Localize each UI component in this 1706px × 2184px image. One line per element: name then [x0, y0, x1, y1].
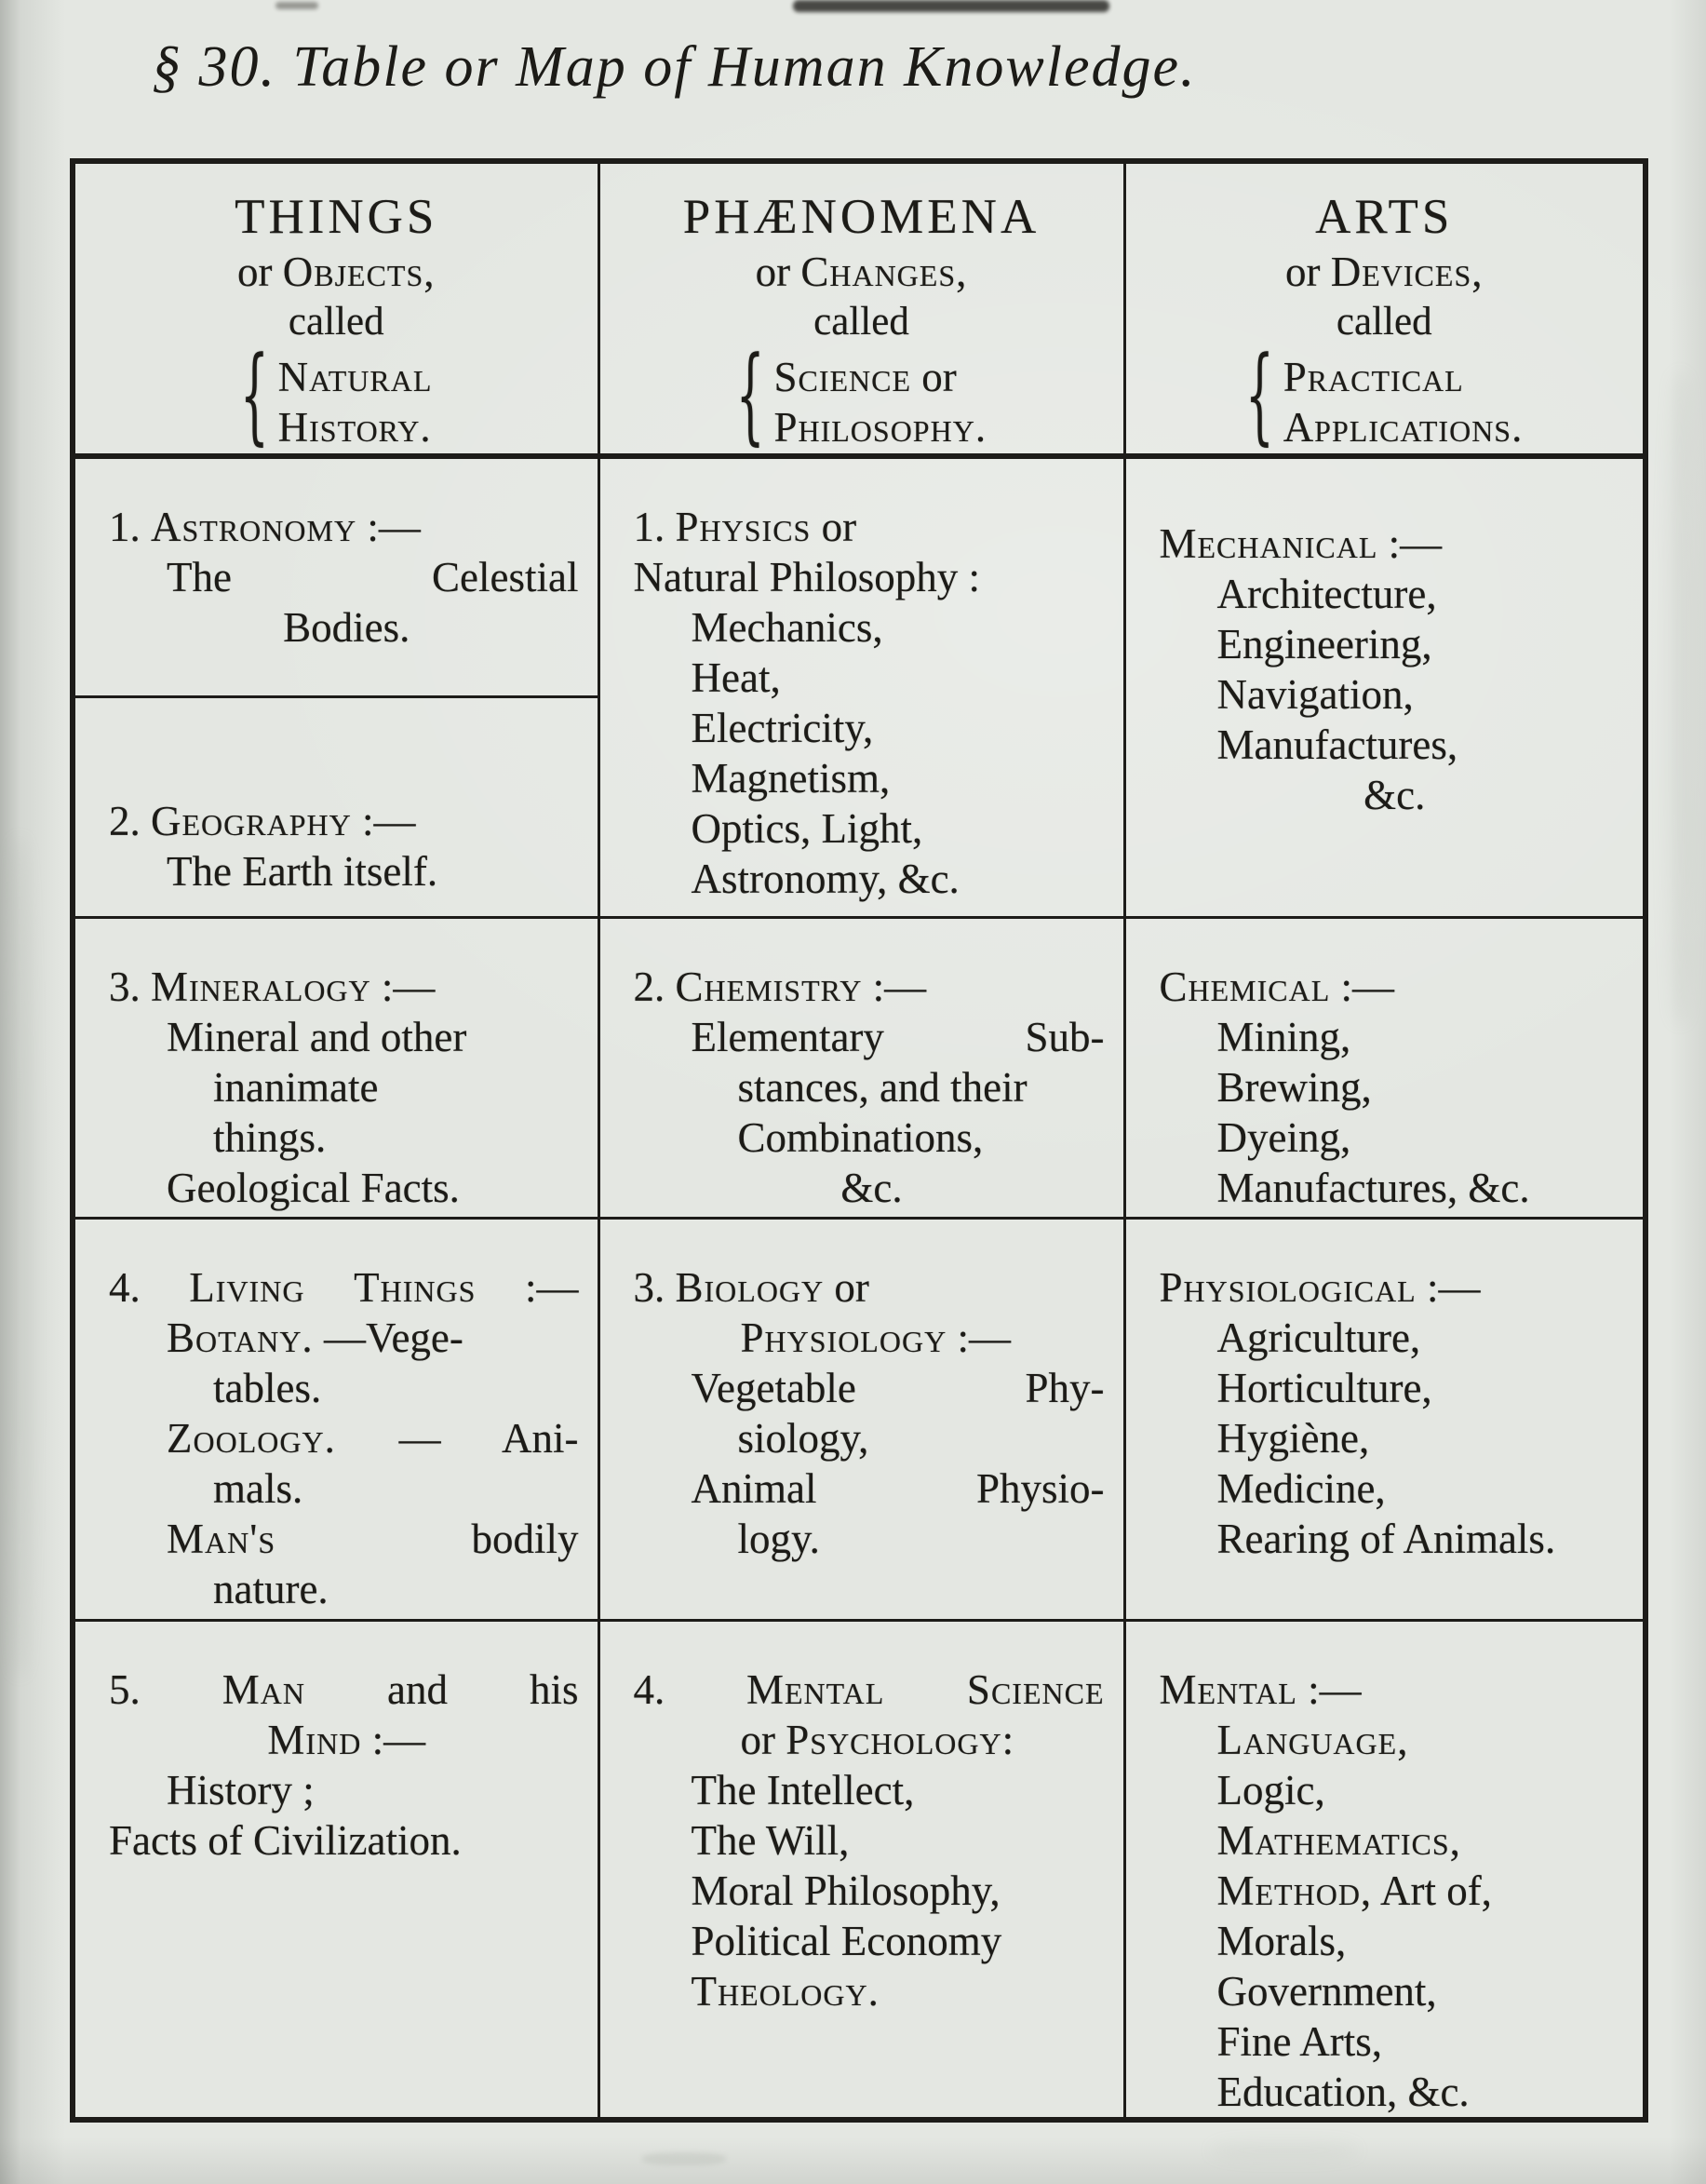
text-line: [109, 962, 584, 1012]
text-segment: Brewing,: [1216, 1063, 1372, 1111]
text-segment: or: [824, 1263, 869, 1311]
text-segment: or: [236, 249, 283, 295]
text-line: [278, 402, 433, 452]
text-segment: Fine Arts,: [1216, 2017, 1383, 2065]
text-line: [109, 552, 584, 602]
small-caps-text: Geography: [151, 797, 352, 844]
text-line: [109, 502, 584, 552]
scan-smudge-top: [793, 0, 1109, 12]
cell-astronomy: [73, 456, 598, 696]
small-caps-text: Mechanical: [1159, 520, 1378, 567]
text-line: [109, 1715, 584, 1765]
text-line: [1160, 1163, 1631, 1213]
small-caps-text: Man's: [167, 1515, 276, 1562]
brace-lines-phaenomena: [773, 352, 987, 452]
text-segment: :—: [351, 797, 416, 844]
small-caps-text: Mind: [267, 1716, 362, 1763]
small-caps-text: Physiological: [1159, 1263, 1417, 1311]
text-line: [109, 1363, 584, 1413]
text-line: [109, 1112, 584, 1163]
text-segment: inanimate: [213, 1063, 379, 1111]
text-line: [634, 502, 1110, 552]
text-segment: Vegetable Phy-: [691, 1364, 1105, 1411]
text-line: [1160, 770, 1631, 820]
scan-bleedthrough: [7, 838, 32, 1676]
header-brace-block-things: [85, 334, 588, 457]
text-line: [634, 1313, 1110, 1363]
text-segment: 2.: [109, 797, 151, 844]
scan-bleedthrough: [642, 2152, 726, 2165]
text-segment: Morals,: [1216, 1917, 1347, 1964]
text-line: [1283, 402, 1524, 452]
small-caps-text: Philosophy.: [773, 404, 987, 451]
text-line: [610, 246, 1114, 298]
text-segment: PHÆNOMENA: [682, 190, 1041, 244]
text-segment: called: [813, 300, 909, 344]
small-caps-text: Objects,: [282, 249, 436, 295]
small-caps-text: Devices,: [1330, 249, 1484, 295]
text-line: [1160, 1363, 1631, 1413]
text-line: [1135, 298, 1634, 348]
small-caps-text: History.: [277, 404, 432, 451]
text-line: [1160, 1916, 1631, 1966]
text-line: [109, 1564, 584, 1614]
text-segment: or: [911, 354, 957, 400]
text-line: [634, 1112, 1110, 1163]
cell-mental-science: [598, 1620, 1124, 2120]
text-segment: 3.: [109, 963, 151, 1010]
text-segment: or: [755, 249, 801, 295]
text-segment: mals.: [213, 1464, 303, 1512]
text-segment: :—: [1296, 1665, 1362, 1713]
small-caps-text: Mineralogy: [151, 963, 371, 1010]
text-line: [109, 1163, 584, 1213]
text-segment: 5.: [109, 1665, 222, 1713]
text-segment: or: [1285, 249, 1331, 295]
small-caps-text: Chemical: [1159, 963, 1331, 1010]
text-segment: :—: [1330, 963, 1395, 1010]
cell-chemistry: [598, 917, 1124, 1218]
cell-physics: [598, 456, 1124, 917]
text-segment: :—: [862, 963, 927, 1010]
text-line: [1160, 1815, 1631, 1866]
text-segment: 4.: [633, 1665, 746, 1713]
small-caps-text: Applications.: [1283, 404, 1524, 451]
text-line: [610, 188, 1114, 246]
text-segment: called: [288, 300, 384, 344]
text-line: [1160, 1463, 1631, 1514]
text-line: [109, 1463, 584, 1514]
text-line: [1283, 352, 1524, 402]
text-line: [634, 1916, 1110, 1966]
text-line: [109, 1413, 584, 1463]
text-line: [634, 653, 1110, 703]
text-segment: Bodies.: [283, 604, 410, 651]
cell-chemical: [1124, 917, 1646, 1218]
text-segment: The Will,: [691, 1816, 850, 1864]
text-segment: stances, and their: [737, 1063, 1028, 1111]
table-row: [73, 1218, 1646, 1620]
text-line: [1160, 1665, 1631, 1715]
text-segment: logy.: [737, 1515, 820, 1562]
text-line: [1160, 1062, 1631, 1112]
text-line: [109, 796, 584, 846]
text-line: [109, 1012, 584, 1062]
text-line: [1160, 569, 1631, 619]
table-row: [73, 456, 1646, 696]
text-segment: Moral Philosophy,: [691, 1867, 1001, 1914]
text-line: [1160, 1715, 1631, 1765]
text-segment: Heat,: [691, 654, 781, 701]
cell-physiological: [1124, 1218, 1646, 1620]
table-row: [73, 917, 1646, 1218]
text-line: [634, 962, 1110, 1012]
small-caps-text: Method,: [1216, 1867, 1373, 1914]
text-segment: Agriculture,: [1216, 1314, 1421, 1361]
text-segment: things.: [213, 1113, 327, 1161]
text-segment: History ;: [167, 1766, 315, 1813]
table-row: [73, 1620, 1646, 2120]
small-caps-text: Chemistry: [675, 963, 863, 1010]
text-segment: —Vege-: [313, 1314, 463, 1361]
text-segment: Horticulture,: [1216, 1364, 1432, 1411]
small-caps-text: Psychology: [786, 1716, 1002, 1763]
text-line: [1160, 962, 1631, 1012]
text-segment: 1.: [109, 504, 151, 550]
text-line: [634, 602, 1110, 653]
text-line: [634, 1765, 1110, 1815]
text-segment: Hygiène,: [1216, 1414, 1370, 1462]
text-segment: Combinations,: [737, 1113, 984, 1161]
header-lines-arts: [1135, 188, 1634, 348]
header-brace-block-arts: [1135, 334, 1634, 457]
column-header-things: [73, 161, 598, 456]
text-segment: tables.: [213, 1364, 322, 1411]
text-segment: Mineral and other: [167, 1013, 467, 1060]
text-line: [1160, 720, 1631, 770]
text-segment: Animal Physio-: [691, 1464, 1105, 1512]
small-caps-text: Biology: [675, 1263, 825, 1311]
text-line: [1160, 1765, 1631, 1815]
text-line: [1135, 246, 1634, 298]
text-line: [85, 188, 588, 246]
text-line: [610, 298, 1114, 348]
text-line: [85, 246, 588, 298]
text-segment: or: [811, 504, 857, 550]
text-segment: — Ani-: [335, 1414, 579, 1462]
text-line: [634, 1363, 1110, 1413]
text-line: [1160, 1413, 1631, 1463]
text-line: [634, 1012, 1110, 1062]
brace-lines-things: [278, 352, 433, 452]
text-segment: called: [1336, 300, 1432, 344]
text-line: [634, 1062, 1110, 1112]
text-segment: Government,: [1216, 1967, 1437, 2015]
text-segment: :—: [1416, 1263, 1481, 1311]
text-segment: :—: [370, 963, 436, 1010]
text-line: [1160, 1012, 1631, 1062]
small-caps-text: Physics: [675, 504, 812, 550]
text-segment: Logic,: [1216, 1766, 1325, 1813]
text-line: [634, 1262, 1110, 1313]
text-line: [634, 1866, 1110, 1916]
text-segment: THINGS: [235, 190, 438, 244]
text-segment: The Celestial: [167, 554, 579, 600]
small-caps-text: Physiology: [740, 1314, 947, 1361]
header-brace-block-phaenomena: [610, 334, 1114, 457]
text-segment: Electricity,: [691, 705, 874, 751]
text-segment: :—: [356, 504, 421, 550]
text-segment: Geological Facts.: [167, 1164, 460, 1211]
text-line: [634, 803, 1110, 854]
text-line: [109, 602, 584, 653]
text-segment: Mechanics,: [691, 604, 883, 651]
text-line: [1160, 2016, 1631, 2067]
brace-glyph: {: [735, 334, 765, 457]
small-caps-text: Man: [222, 1665, 305, 1713]
text-line: [1160, 1262, 1631, 1313]
text-line: [634, 1413, 1110, 1463]
text-line: [634, 1665, 1110, 1715]
small-caps-text: Natural: [277, 354, 433, 400]
text-segment: &c.: [1363, 772, 1426, 818]
text-segment: Magnetism,: [691, 755, 891, 802]
text-line: [1160, 519, 1631, 569]
text-line: [1160, 1112, 1631, 1163]
text-segment: 4.: [109, 1263, 190, 1311]
text-segment: Facts of Civilization.: [109, 1816, 462, 1864]
header-row: [73, 161, 1646, 456]
brace-glyph: {: [1245, 334, 1274, 457]
text-line: [634, 703, 1110, 753]
column-header-arts: [1124, 161, 1646, 456]
text-line: [634, 1514, 1110, 1564]
text-line: [109, 1262, 584, 1313]
text-segment: siology,: [737, 1414, 869, 1462]
small-caps-text: Changes,: [800, 249, 968, 295]
column-header-phaenomena: [598, 161, 1124, 456]
small-caps-text: Mental: [1159, 1665, 1297, 1713]
text-segment: 3.: [633, 1263, 676, 1311]
scan-bleedthrough: [1210, 2141, 1359, 2160]
text-segment: Navigation,: [1216, 671, 1414, 718]
text-segment: and his: [305, 1665, 579, 1713]
text-line: [1160, 2067, 1631, 2117]
text-line: [109, 1765, 584, 1815]
text-segment: :—: [476, 1263, 579, 1311]
text-segment: Natural Philosophy :: [633, 554, 980, 600]
small-caps-text: Astronomy: [151, 504, 357, 550]
text-line: [634, 753, 1110, 803]
cell-biology: [598, 1218, 1124, 1620]
text-line: [634, 854, 1110, 904]
text-line: [109, 1313, 584, 1363]
text-line: [1160, 1966, 1631, 2016]
text-line: [109, 1815, 584, 1866]
knowledge-table: [70, 158, 1648, 2123]
text-segment: :—: [1377, 520, 1443, 567]
brace-glyph: {: [240, 334, 269, 457]
text-segment: Optics, Light,: [691, 805, 923, 852]
small-caps-text: Living Things: [189, 1263, 477, 1311]
text-segment: Political Economy: [691, 1917, 1002, 1964]
text-line: [109, 1514, 584, 1564]
text-segment: Medicine,: [1216, 1464, 1386, 1512]
text-line: [773, 402, 987, 452]
header-lines-things: [85, 188, 588, 348]
text-segment: or: [740, 1716, 786, 1763]
text-line: [634, 1966, 1110, 2016]
text-segment: nature.: [213, 1565, 329, 1612]
text-segment: 1.: [633, 504, 676, 550]
text-segment: bodily: [275, 1515, 579, 1562]
page-title: § 30. Table or Map of Human Knowledge.: [152, 35, 1197, 99]
text-line: [1160, 1514, 1631, 1564]
cell-living-things: [73, 1218, 598, 1620]
text-segment: ARTS: [1315, 190, 1454, 244]
text-line: [1160, 1866, 1631, 1916]
text-line: [773, 352, 987, 402]
text-segment: Manufactures, &c.: [1216, 1164, 1530, 1211]
text-segment: Manufactures,: [1216, 721, 1458, 768]
text-segment: Astronomy, &c.: [691, 856, 960, 902]
text-line: [634, 1463, 1110, 1514]
scan-smudge-small: [275, 2, 318, 9]
cell-mental: [1124, 1620, 1646, 2120]
cell-mechanical: [1124, 456, 1646, 917]
cell-man-mind: [73, 1620, 598, 2120]
text-line: [109, 1062, 584, 1112]
text-segment: :—: [361, 1716, 426, 1763]
brace-lines-arts: [1283, 352, 1524, 452]
text-segment: The Intellect,: [691, 1766, 915, 1813]
text-segment: Art of,: [1372, 1867, 1492, 1914]
text-segment: 2.: [633, 963, 676, 1010]
text-segment: Mining,: [1216, 1013, 1351, 1060]
text-line: [1160, 669, 1631, 720]
small-caps-text: Theology.: [691, 1967, 880, 2015]
small-caps-text: Zoology.: [167, 1414, 336, 1462]
text-segment: Dyeing,: [1216, 1113, 1351, 1161]
text-segment: The Earth itself.: [167, 847, 438, 895]
text-line: [634, 1163, 1110, 1213]
text-line: [634, 552, 1110, 602]
text-line: [1160, 619, 1631, 669]
header-lines-phaenomena: [610, 188, 1114, 348]
text-line: [85, 298, 588, 348]
text-segment: &c.: [840, 1164, 903, 1211]
text-segment: :—: [947, 1314, 1011, 1361]
text-segment: Engineering,: [1216, 621, 1432, 667]
text-line: [634, 1715, 1110, 1765]
small-caps-text: Practical: [1283, 354, 1464, 400]
text-line: [1160, 1313, 1631, 1363]
small-caps-text: Language,: [1216, 1716, 1409, 1763]
text-segment: Architecture,: [1216, 571, 1437, 617]
small-caps-text: Botany.: [167, 1314, 314, 1361]
text-segment: Education, &c.: [1216, 2068, 1470, 2115]
text-segment: Rearing of Animals.: [1216, 1515, 1556, 1562]
small-caps-text: Science: [773, 354, 912, 400]
text-line: [109, 1665, 584, 1715]
text-line: [634, 1815, 1110, 1866]
scan-bleedthrough: [1666, 372, 1694, 1024]
cell-mineralogy: [73, 917, 598, 1218]
text-line: [278, 352, 433, 402]
small-caps-text: Mental Science: [746, 1665, 1105, 1713]
small-caps-text: Mathematics,: [1216, 1816, 1461, 1864]
cell-geography: [73, 696, 598, 917]
text-line: [109, 846, 584, 897]
text-line: [1135, 188, 1634, 246]
text-segment: :: [1001, 1716, 1014, 1763]
text-segment: Elementary Sub-: [691, 1013, 1105, 1060]
